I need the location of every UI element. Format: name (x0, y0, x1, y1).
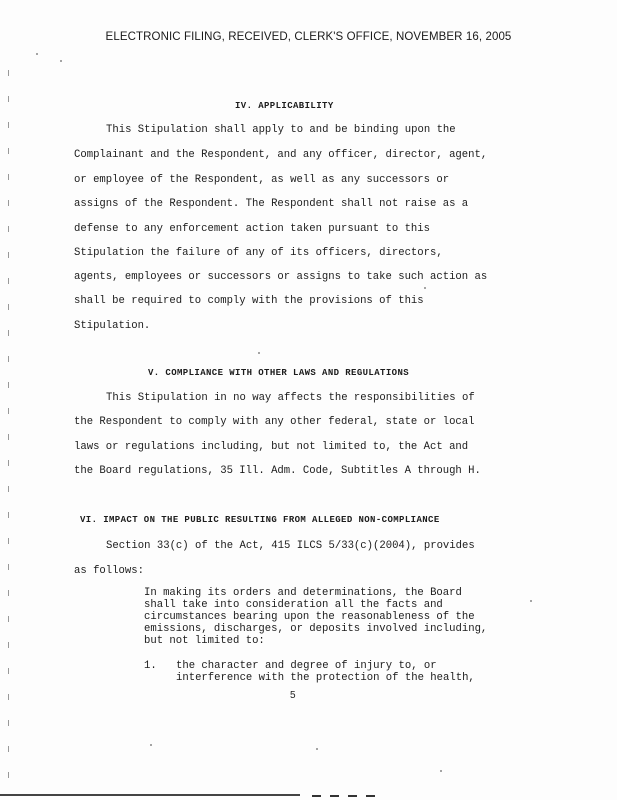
bottom-scan-dash (312, 795, 321, 797)
scan-speck (440, 770, 442, 772)
scan-speck (316, 748, 318, 750)
paragraph-line: Complainant and the Respondent, and any officer, director, agent, (74, 149, 488, 161)
left-margin-scan-artifact (8, 70, 9, 790)
paragraph-line: the Respondent to comply with any other federal, state or local (74, 416, 475, 428)
paragraph-line: shall be required to comply with the provisions of this (74, 295, 424, 307)
scan-speck (36, 53, 38, 55)
scan-speck (258, 352, 260, 354)
section-heading-impact: VI. IMPACT ON THE PUBLIC RESULTING FROM ALLEGED NON-COMPLIANCE (80, 515, 440, 525)
paragraph-line: the Board regulations, 35 Ill. Adm. Code, Subtitles A through H. (74, 465, 481, 477)
scan-speck (60, 60, 62, 62)
paragraph-line: laws or regulations including, but not limited to, the Act and (74, 441, 469, 453)
paragraph-line: assigns of the Respondent. The Respondent shall not raise as a (74, 198, 469, 210)
filing-stamp-header: ELECTRONIC FILING, RECEIVED, CLERK'S OFFICE, NOVEMBER 16, 2005 (105, 31, 512, 43)
bottom-scan-dash (348, 795, 357, 797)
scan-speck (530, 600, 532, 602)
bottom-scan-dash (330, 795, 339, 797)
statute-quote-line: emissions, discharges, or deposits involved including, (144, 623, 488, 635)
section-heading-applicability: IV. APPLICABILITY (235, 101, 334, 111)
list-item-line: interference with the protection of the health, (176, 672, 475, 684)
section-heading-compliance: V. COMPLIANCE WITH OTHER LAWS AND REGULATIONS (148, 368, 410, 378)
paragraph-line: agents, employees or successors or assigns to take such action as (74, 271, 488, 283)
paragraph-line: or employee of the Respondent, as well as any successors or (74, 174, 450, 186)
paragraph-line: as follows: (74, 565, 144, 577)
paragraph-line: defense to any enforcement action taken pursuant to this (74, 223, 431, 235)
statute-quote-line: but not limited to: (144, 635, 265, 647)
paragraph-line: This Stipulation in no way affects the responsibilities of (106, 392, 475, 404)
scan-speck (424, 287, 426, 289)
page-number: 5 (290, 690, 296, 701)
statute-quote-line: circumstances bearing upon the reasonableness of the (144, 611, 475, 623)
statute-quote-line: In making its orders and determinations, the Board (144, 587, 462, 599)
paragraph-line: This Stipulation shall apply to and be binding upon the (106, 124, 456, 136)
statute-quote-line: shall take into consideration all the facts and (144, 599, 443, 611)
paragraph-line: Section 33(c) of the Act, 415 ILCS 5/33(c)(2004), provides (106, 540, 475, 552)
paragraph-line: Stipulation the failure of any of its officers, directors, (74, 247, 443, 259)
list-item-number: 1. (144, 660, 157, 672)
paragraph-line: Stipulation. (74, 320, 151, 332)
bottom-scan-dash (366, 795, 375, 797)
list-item-line: the character and degree of injury to, or (176, 660, 437, 672)
bottom-scan-edge (0, 794, 300, 796)
scan-speck (150, 744, 152, 746)
